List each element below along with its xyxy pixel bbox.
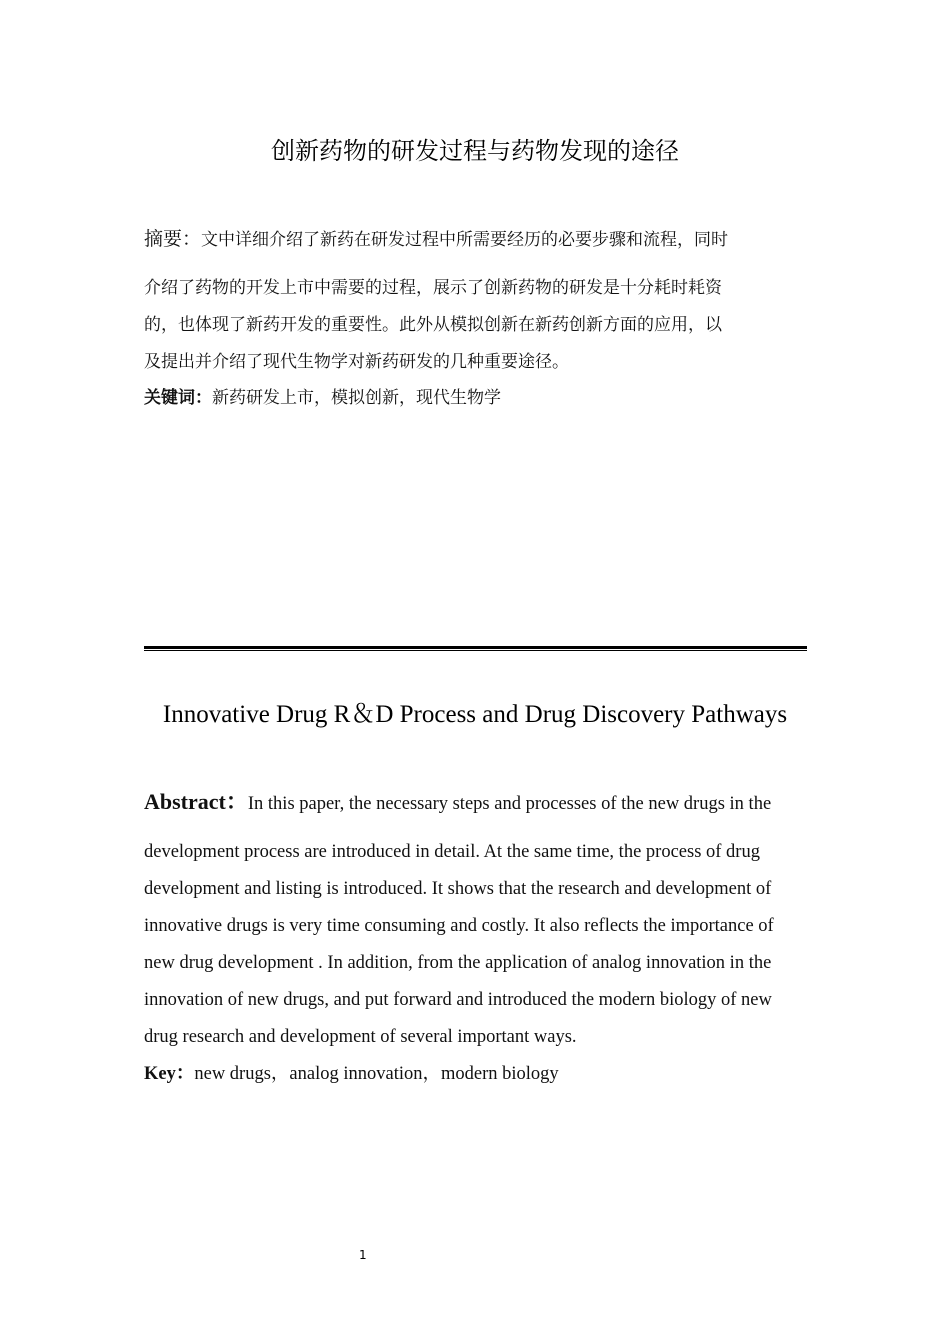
chinese-keywords-label: 关键词： — [144, 388, 212, 408]
english-abstract-text-4: innovative drugs is very time consuming and costly. It also reflects the importance of — [144, 916, 774, 936]
english-abstract-line-2 — [144, 840, 760, 864]
section-divider-thin — [144, 650, 807, 651]
english-abstract-text-2: development process are introduced in detail. At the same time, the process of drug — [144, 842, 760, 862]
chinese-abstract-line-2 — [144, 276, 722, 300]
english-abstract-line-6 — [144, 988, 772, 1012]
english-title: Innovative Drug R＆D Process and Drug Discovery Pathways — [162, 701, 788, 728]
chinese-abstract-text-1: 文中详细介绍了新药在研发过程中所需要经历的必要步骤和流程，同时 — [201, 230, 729, 250]
english-keywords-label: Key： — [144, 1064, 195, 1084]
english-abstract-text-3: development and listing is introduced. It shows that the research and development of — [144, 879, 772, 899]
english-abstract-line-5 — [144, 951, 771, 975]
chinese-abstract-line-3 — [144, 313, 722, 337]
chinese-abstract-text-4: 及提出并介绍了现代生物学对新药研发的几种重要途径。 — [144, 352, 569, 372]
chinese-abstract-line-1 — [144, 227, 728, 252]
chinese-abstract-text-2: 介绍了药物的开发上市中需要的过程，展示了创新药物的研发是十分耗时耗资 — [144, 278, 722, 298]
english-abstract-line-3 — [144, 877, 771, 901]
english-keywords-line — [144, 1062, 559, 1086]
english-abstract-text-5: new drug development . In addition, from the application of analog innovation in the — [144, 953, 772, 973]
english-keywords: new drugs，analog innovation，modern biology — [194, 1064, 559, 1084]
english-abstract-line-1 — [144, 790, 771, 816]
english-abstract-line-4 — [144, 914, 774, 938]
chinese-abstract-text-3: 的，也体现了新药开发的重要性。此外从模拟创新在新药创新方面的应用，以 — [144, 315, 722, 335]
chinese-keywords-line — [144, 386, 501, 410]
english-abstract-text-1: In this paper, the necessary steps and processes of the new drugs in the — [247, 794, 772, 814]
english-abstract-text-6: innovation of new drugs, and put forward and introduced the modern biology of new — [144, 990, 772, 1010]
english-abstract-line-7 — [144, 1025, 577, 1049]
chinese-abstract-label: 摘要： — [144, 228, 202, 250]
english-abstract-text-7: drug research and development of several important ways. — [144, 1027, 577, 1047]
english-abstract-label: Abstract： — [144, 789, 248, 814]
chinese-keywords: 新药研发上市，模拟创新，现代生物学 — [212, 388, 501, 408]
section-divider-thick — [144, 646, 807, 649]
chinese-title: 创新药物的研发过程与药物发现的途径 — [271, 137, 679, 165]
page-number: 1 — [359, 1248, 367, 1262]
chinese-abstract-line-4 — [144, 350, 569, 374]
